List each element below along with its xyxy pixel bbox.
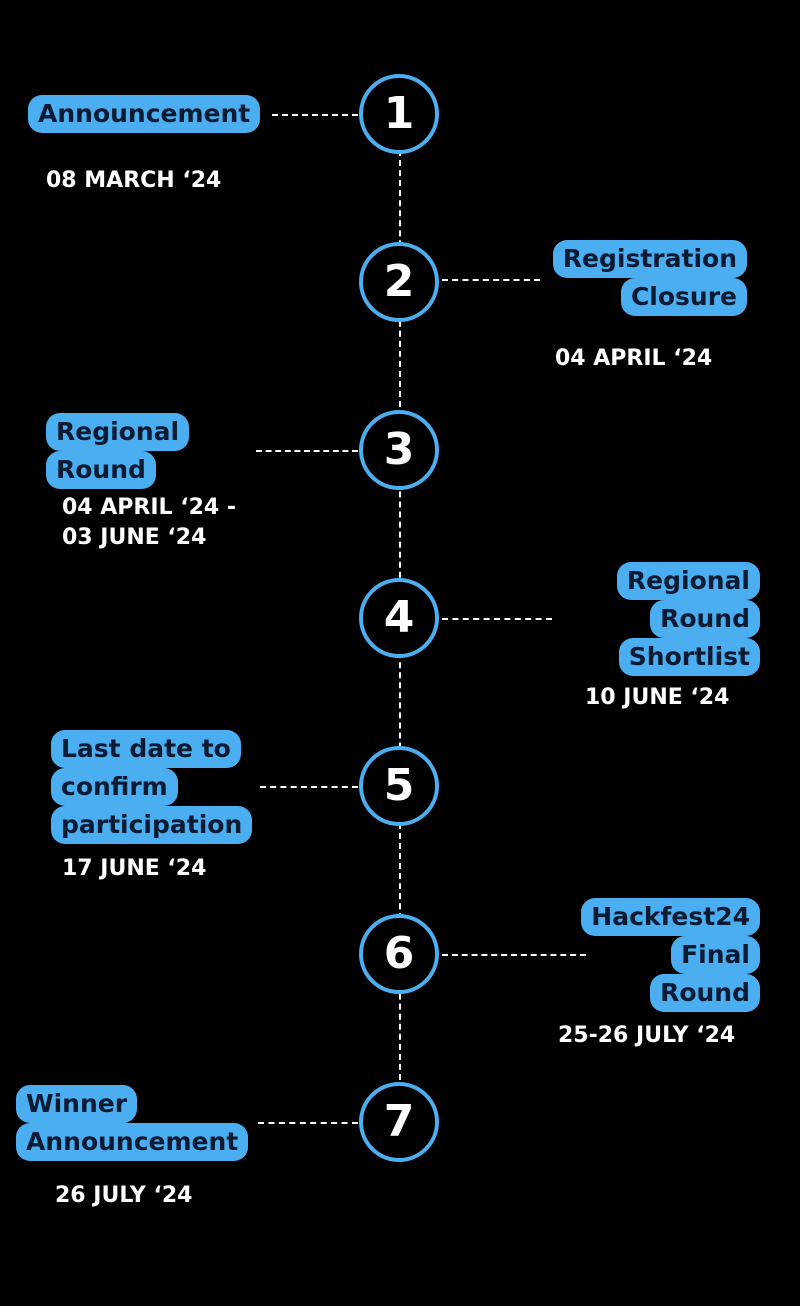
milestone-2-date: [555, 344, 712, 374]
milestone-4-title-line: Regional: [617, 562, 760, 600]
connector-5: [260, 786, 358, 788]
connector-2: [442, 279, 540, 281]
milestone-6-title-line: Final: [671, 936, 760, 974]
milestone-6-title-line: Hackfest24: [581, 898, 760, 936]
milestone-4-title-line: Round: [650, 600, 760, 638]
milestone-5-title-line: Last date to: [51, 730, 241, 768]
milestone-6-title: [581, 898, 760, 1012]
milestone-3-date-line: 03 JUNE ‘24: [62, 525, 207, 550]
milestone-2-title: [553, 240, 747, 316]
milestone-6-title-line: Round: [650, 974, 760, 1012]
milestone-5-title: [51, 730, 252, 844]
milestone-7-title: [16, 1085, 248, 1161]
milestone-7-date: [55, 1181, 192, 1211]
milestone-2-title-line: Registration: [553, 240, 747, 278]
milestone-7-number: 7: [359, 1082, 439, 1162]
milestone-1-title-line: Announcement: [28, 95, 260, 133]
milestone-4-date: [585, 683, 729, 713]
milestone-6-date-line: 25-26 JULY ‘24: [558, 1023, 736, 1048]
milestone-7-title-line: Winner: [16, 1085, 137, 1123]
milestone-2-title-line: Closure: [621, 278, 747, 316]
milestone-3-title: [46, 413, 189, 489]
milestone-2-number: 2: [359, 242, 439, 322]
milestone-1-title: [28, 95, 260, 133]
milestone-5-title-line: participation: [51, 806, 252, 844]
connector-3: [256, 450, 358, 452]
milestone-6-number: 6: [359, 914, 439, 994]
milestone-4-title: [617, 562, 760, 676]
milestone-4-date-line: 10 JUNE ‘24: [585, 685, 730, 710]
milestone-7-date-line: 26 JULY ‘24: [55, 1183, 193, 1208]
milestone-5-date: [62, 854, 206, 884]
milestone-3-number: 3: [359, 410, 439, 490]
milestone-7-title-line: Announcement: [16, 1123, 248, 1161]
milestone-5-title-line: confirm: [51, 768, 178, 806]
connector-6: [442, 954, 586, 956]
milestone-1-date-line: 08 MARCH ‘24: [46, 168, 222, 193]
connector-7: [258, 1122, 358, 1124]
milestone-3-title-line: Regional: [46, 413, 189, 451]
milestone-4-number: 4: [359, 578, 439, 658]
milestone-2-date-line: 04 APRIL ‘24: [555, 346, 713, 371]
milestone-1-date: [46, 166, 221, 196]
milestone-3-title-line: Round: [46, 451, 156, 489]
milestone-3-date-line: 04 APRIL ‘24 -: [62, 495, 236, 520]
milestone-5-date-line: 17 JUNE ‘24: [62, 856, 207, 881]
milestone-4-title-line: Shortlist: [619, 638, 760, 676]
milestone-1-number: 1: [359, 74, 439, 154]
milestone-5-number: 5: [359, 746, 439, 826]
milestone-3-date: [62, 493, 236, 553]
connector-4: [442, 618, 552, 620]
milestone-6-date: [558, 1021, 735, 1051]
connector-1: [272, 114, 358, 116]
